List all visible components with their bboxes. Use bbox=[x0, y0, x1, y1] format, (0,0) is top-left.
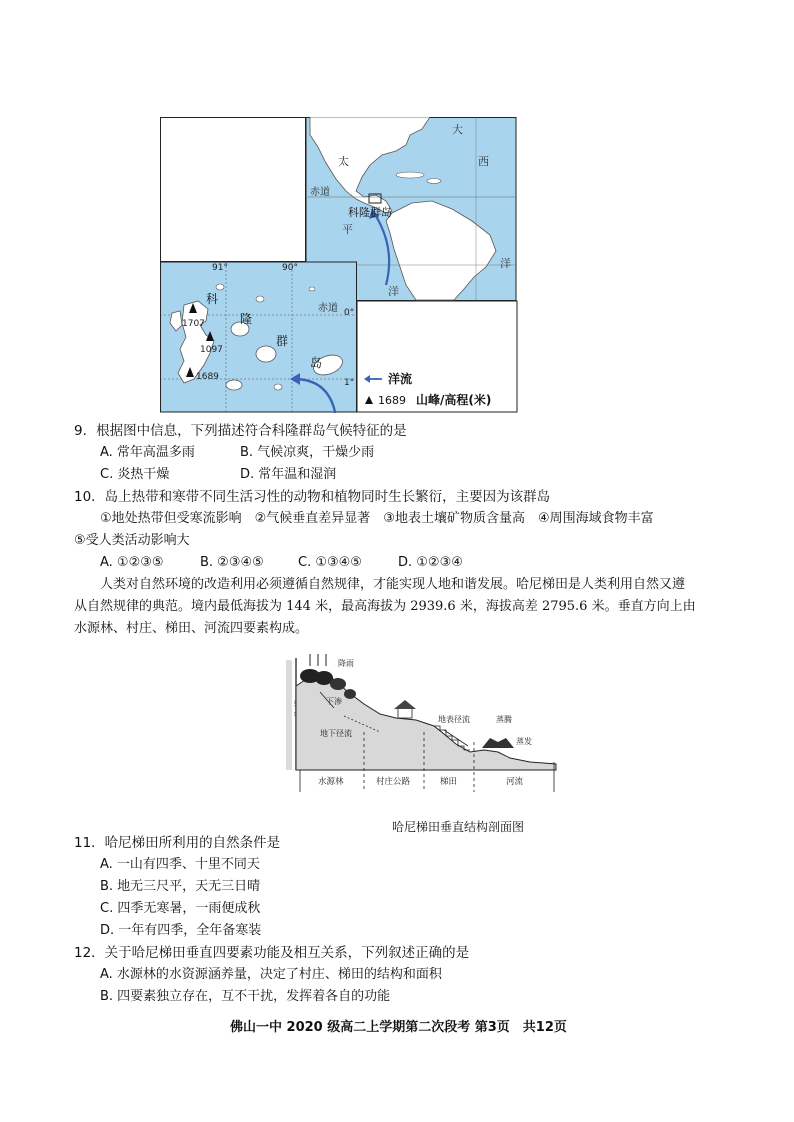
q9-option-d: D. 常年温和湿润 bbox=[240, 467, 337, 482]
peak-1689-label: 1689 bbox=[196, 372, 219, 382]
inset-qun-label: 群 bbox=[276, 334, 289, 348]
peak-1097-label: 1097 bbox=[200, 345, 223, 355]
q11-stem: 11．哈尼梯田所利用的自然条件是 bbox=[74, 835, 281, 851]
inset-dao-label: 岛 bbox=[310, 356, 323, 370]
zone-label: 河流 bbox=[506, 777, 524, 787]
inset-long-label: 隆 bbox=[240, 312, 253, 326]
zone-label: 村庄公路 bbox=[376, 777, 411, 787]
q10-option-b: B. ②③④⑤ bbox=[200, 555, 264, 570]
q11-option-d: D. 一年有四季，全年备寒装 bbox=[100, 923, 262, 938]
transpiration-label: 蒸腾 bbox=[496, 715, 512, 724]
q10-option-c: C. ①③④⑤ bbox=[298, 555, 362, 570]
passage-line2: 从自然规律的典范。境内最低海拔为 144 米，最高海拔为 2939.6 米，海拔高差 2795.6 米。垂直方向上由 bbox=[74, 599, 696, 614]
q11-option-a: A. 一山有四季、十里不同天 bbox=[100, 857, 260, 872]
q12-option-b: B. 四要素独立存在，互不干扰，发挥着各自的功能 bbox=[100, 989, 391, 1004]
legend-peak-label: 山峰/高程(米) bbox=[416, 393, 492, 407]
lon-91-label: 91° bbox=[212, 263, 228, 273]
inset-equator-label: 赤道 bbox=[318, 303, 338, 314]
q12-stem: 12．关于哈尼梯田垂直四要素功能及相互关系，下列叙述正确的是 bbox=[74, 945, 470, 961]
q9-option-b: B. 气候凉爽，干燥少雨 bbox=[240, 445, 375, 460]
zone-label: 梯田 bbox=[440, 777, 458, 787]
q11-option-c: C. 四季无寒暑，一雨便成秋 bbox=[100, 901, 261, 916]
q10-option-d: D. ①②③④ bbox=[398, 555, 463, 570]
passage-line1: 人类对自然环境的改造利用必须遵循自然规律，才能实现人地和谐发展。哈尼梯田是人类利用自然又遵 bbox=[100, 577, 686, 592]
atlantic-da-label: 大 bbox=[452, 123, 463, 136]
atlantic-yang-label: 洋 bbox=[500, 257, 511, 270]
profile-caption: 哈尼梯田垂直结构剖面图 bbox=[392, 820, 525, 834]
equator-label: 赤道 bbox=[310, 187, 330, 198]
legend-current-label: 洋流 bbox=[388, 372, 413, 386]
underground-runoff-label: 地下径流 bbox=[320, 729, 352, 738]
q9-option-a: A. 常年高温多雨 bbox=[100, 445, 195, 460]
zone-label: 水源林 bbox=[318, 777, 344, 787]
lon-90-label: 90° bbox=[282, 263, 298, 273]
q10-stem: 10．岛上热带和寒带不同生活习性的动物和植物同时生长繁衍，主要因为该群岛 bbox=[74, 489, 551, 505]
pacific-ping-label: 平 bbox=[342, 223, 353, 236]
surface-runoff-label: 地表径流 bbox=[438, 715, 470, 724]
q11-option-b: B. 地无三尺平，天无三日晴 bbox=[100, 879, 261, 894]
lat-0-label: 0° bbox=[344, 308, 355, 318]
colon-islands-label: 科隆群岛 bbox=[348, 206, 392, 219]
q9-option-c: C. 炎热干燥 bbox=[100, 467, 170, 482]
pacific-yang-label: 洋 bbox=[388, 285, 399, 298]
inset-ke-label: 科 bbox=[206, 292, 219, 306]
passage-line3: 水源林、村庄、梯田、河流四要素构成。 bbox=[74, 621, 309, 636]
rain-label: 降雨 bbox=[338, 659, 354, 668]
tai-label: 太 bbox=[338, 155, 349, 168]
atlantic-xi-label: 西 bbox=[478, 155, 489, 168]
hani-terrace-profile-diagram bbox=[284, 652, 560, 798]
peak-1707-label: 1707 bbox=[182, 319, 205, 329]
infiltration-label: 下渗 bbox=[326, 697, 342, 706]
q9-stem: 9．根据图中信息，下列描述符合科隆群岛气候特征的是 bbox=[74, 423, 407, 439]
q10-option-a: A. ①②③⑤ bbox=[100, 555, 164, 570]
evaporation-label: 蒸发 bbox=[516, 737, 532, 746]
page-footer: 佛山一中 2020 级高二上学期第二次段考 第3页 共12页 bbox=[230, 1020, 567, 1035]
legend-peak-value: 1689 bbox=[378, 394, 406, 407]
q10-items-line1: ①地处热带但受寒流影响 ②气候垂直差异显著 ③地表土壤矿物质含量高 ④周围海域食物丰富 bbox=[100, 511, 654, 526]
lat-1-label: 1° bbox=[344, 378, 355, 388]
q10-items-line2: ⑤受人类活动影响大 bbox=[74, 533, 190, 548]
q12-option-a: A. 水源林的水资源涵养量，决定了村庄、梯田的结构和面积 bbox=[100, 967, 442, 982]
colon-islands-map bbox=[160, 117, 518, 413]
